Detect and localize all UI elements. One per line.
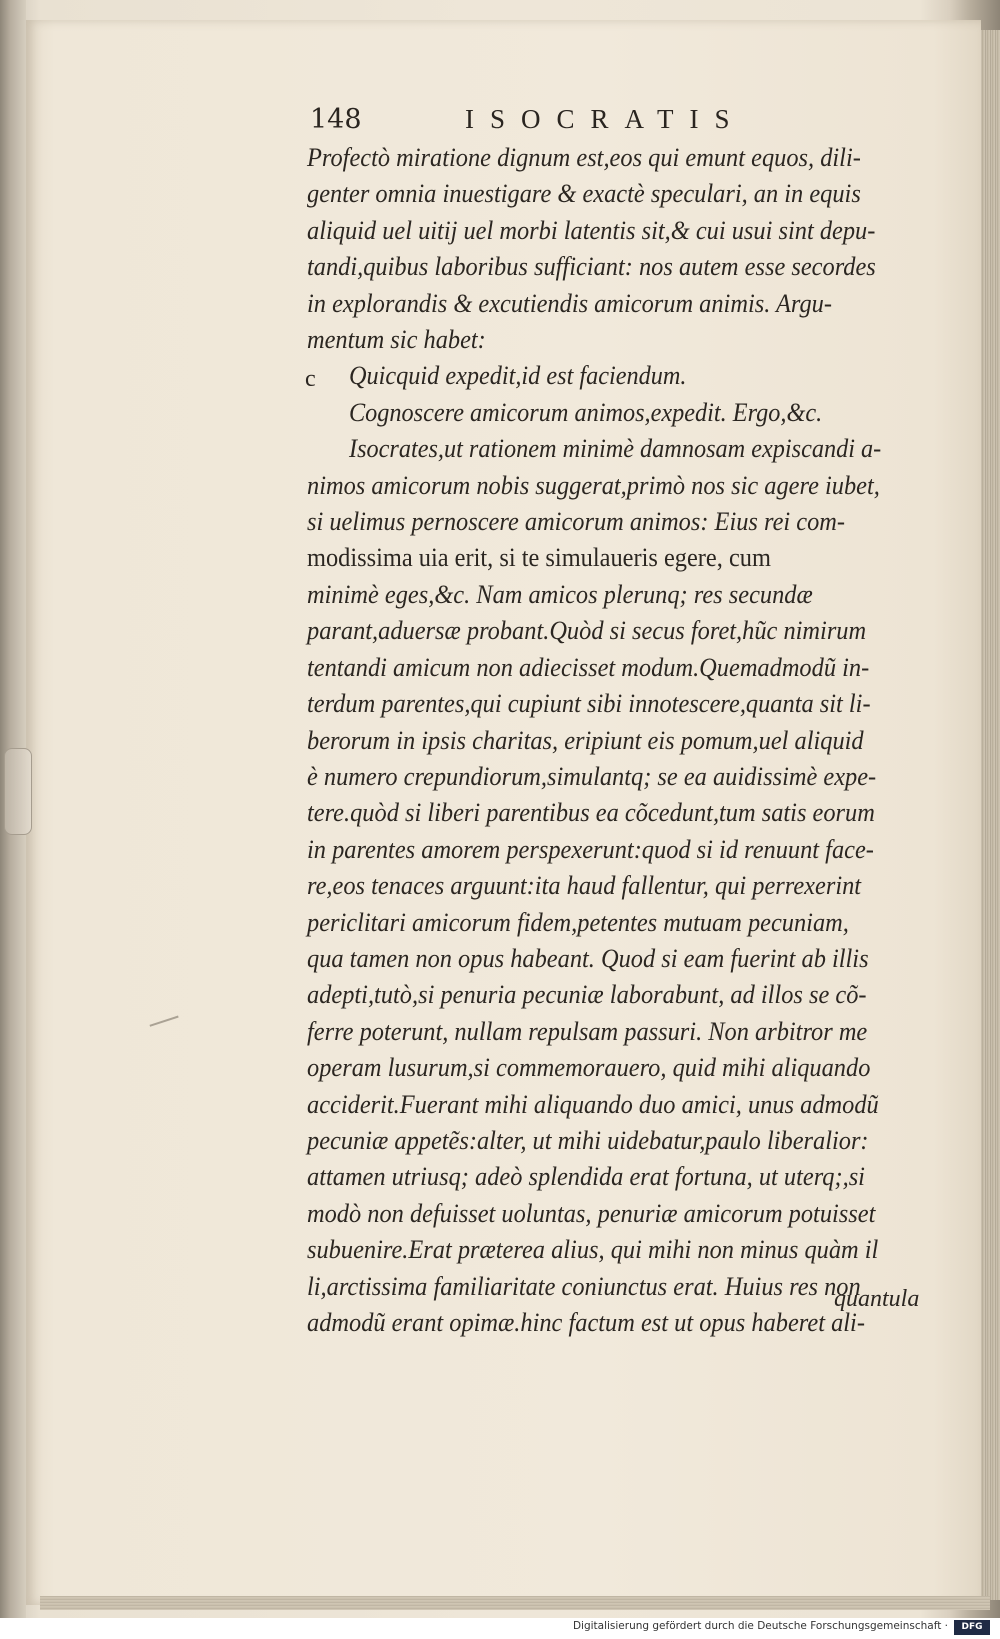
text-line: Profectò miratione dignum est,eos qui emunt equos, dili-	[307, 143, 861, 172]
text-line: minimè eges,&c. Nam amicos plerunq; res secundæ	[307, 579, 813, 609]
page-stack-bottom	[40, 1596, 990, 1610]
text-line: modissima uia erit, si te simulaueris egere, cum	[307, 543, 771, 573]
text-line: tere.quòd si liberi parentibus ea cõcedunt,tum satis eorum	[307, 798, 875, 828]
text-line: attamen utriusq; adeò splendida erat fortuna, ut uterq;,si	[307, 1162, 865, 1192]
text-line: subuenire.Erat præterea alius, qui mihi non minus quàm il	[307, 1235, 879, 1265]
text-line: berorum in ipsis charitas, eripiunt eis pomum,uel aliquid	[307, 725, 864, 755]
page-clip	[4, 748, 32, 835]
footer-bar	[0, 1618, 1000, 1639]
text-line: nimos amicorum nobis suggerat,primò nos sic agere iubet,	[307, 470, 880, 500]
text-line: admodũ erant opimæ.hinc factum est ut opus haberet ali-	[307, 1308, 865, 1337]
body-text	[307, 140, 947, 1341]
text-line: è numero crepundiorum,simulantq; se ea auidissimè expe-	[307, 761, 877, 791]
running-head: ISOCRATIS	[465, 104, 746, 134]
text-line: acciderit.Fuerant mihi aliquando duo amici, unus admodũ	[307, 1089, 879, 1119]
text-line: adepti,tutò,si penuria pecuniæ laborabunt, ad illos se cõ-	[307, 980, 867, 1010]
text-line: periclitari amicorum fidem,petentes mutuam pecuniam,	[307, 907, 849, 937]
text-line: in parentes amorem perspexerunt:quod si id renuunt face-	[307, 834, 874, 864]
dfg-logo: DFG	[954, 1620, 990, 1635]
text-line: si uelimus pernoscere amicorum animos: Eius rei com-	[307, 507, 846, 537]
text-line: aliquid uel uitij uel morbi latentis sit,& cui usui sint depu-	[307, 215, 876, 245]
text-line: tandi,quibus laboribus sufficiant: nos autem esse secordes	[307, 252, 876, 282]
text-line: mentum sic habet:	[307, 325, 486, 355]
page-number: 148	[310, 104, 362, 135]
text-line: tentandi amicum non adiecisset modum.Quemadmodũ in-	[307, 652, 870, 682]
page-stack-right	[981, 30, 1000, 1600]
text-line: operam lusurum,si commemorauero, quid mihi aliquando	[307, 1053, 871, 1083]
text-line: ferre poterunt, nullam repulsam passuri. Non arbitror me	[307, 1016, 868, 1046]
text-line: modò non defuisset uoluntas, penuriæ amicorum potuisset	[307, 1198, 876, 1228]
text-line: li,arctissima familiaritate coniunctus erat. Huius res non	[307, 1271, 861, 1301]
digitization-notice: Digitalisierung gefördert durch die Deutsche Forschungsgemeinschaft ·	[572, 1620, 948, 1632]
text-line: in explorandis & excutiendis amicorum animis. Argu-	[307, 288, 832, 318]
text-line: pecuniæ appetẽs:alter, ut mihi uidebatur,paulo liberalior:	[307, 1125, 869, 1155]
text-line: Quicquid expedit,id est faciendum.	[348, 361, 687, 391]
text-line: qua tamen non opus habeant. Quod si eam fuerint ab illis	[307, 943, 869, 973]
text-line: terdum parentes,qui cupiunt sibi innotescere,quanta sit li-	[307, 689, 871, 719]
text-line: genter omnia inuestigare & exactè speculari, an in equis	[307, 179, 861, 209]
page-header	[310, 104, 850, 140]
text-line: Isocrates,ut rationem minimè damnosam expiscandi a-	[348, 434, 882, 464]
catchword: quantula	[834, 1286, 920, 1312]
text-line: re,eos tenaces arguunt:ita haud fallentur, qui perrexerint	[307, 871, 862, 901]
text-line: parant,aduersæ probant.Quòd si secus foret,hũc nimirum	[307, 616, 867, 646]
text-line: Cognoscere amicorum animos,expedit. Ergo,&c.	[348, 397, 823, 427]
marginal-letter: c	[305, 366, 316, 392]
